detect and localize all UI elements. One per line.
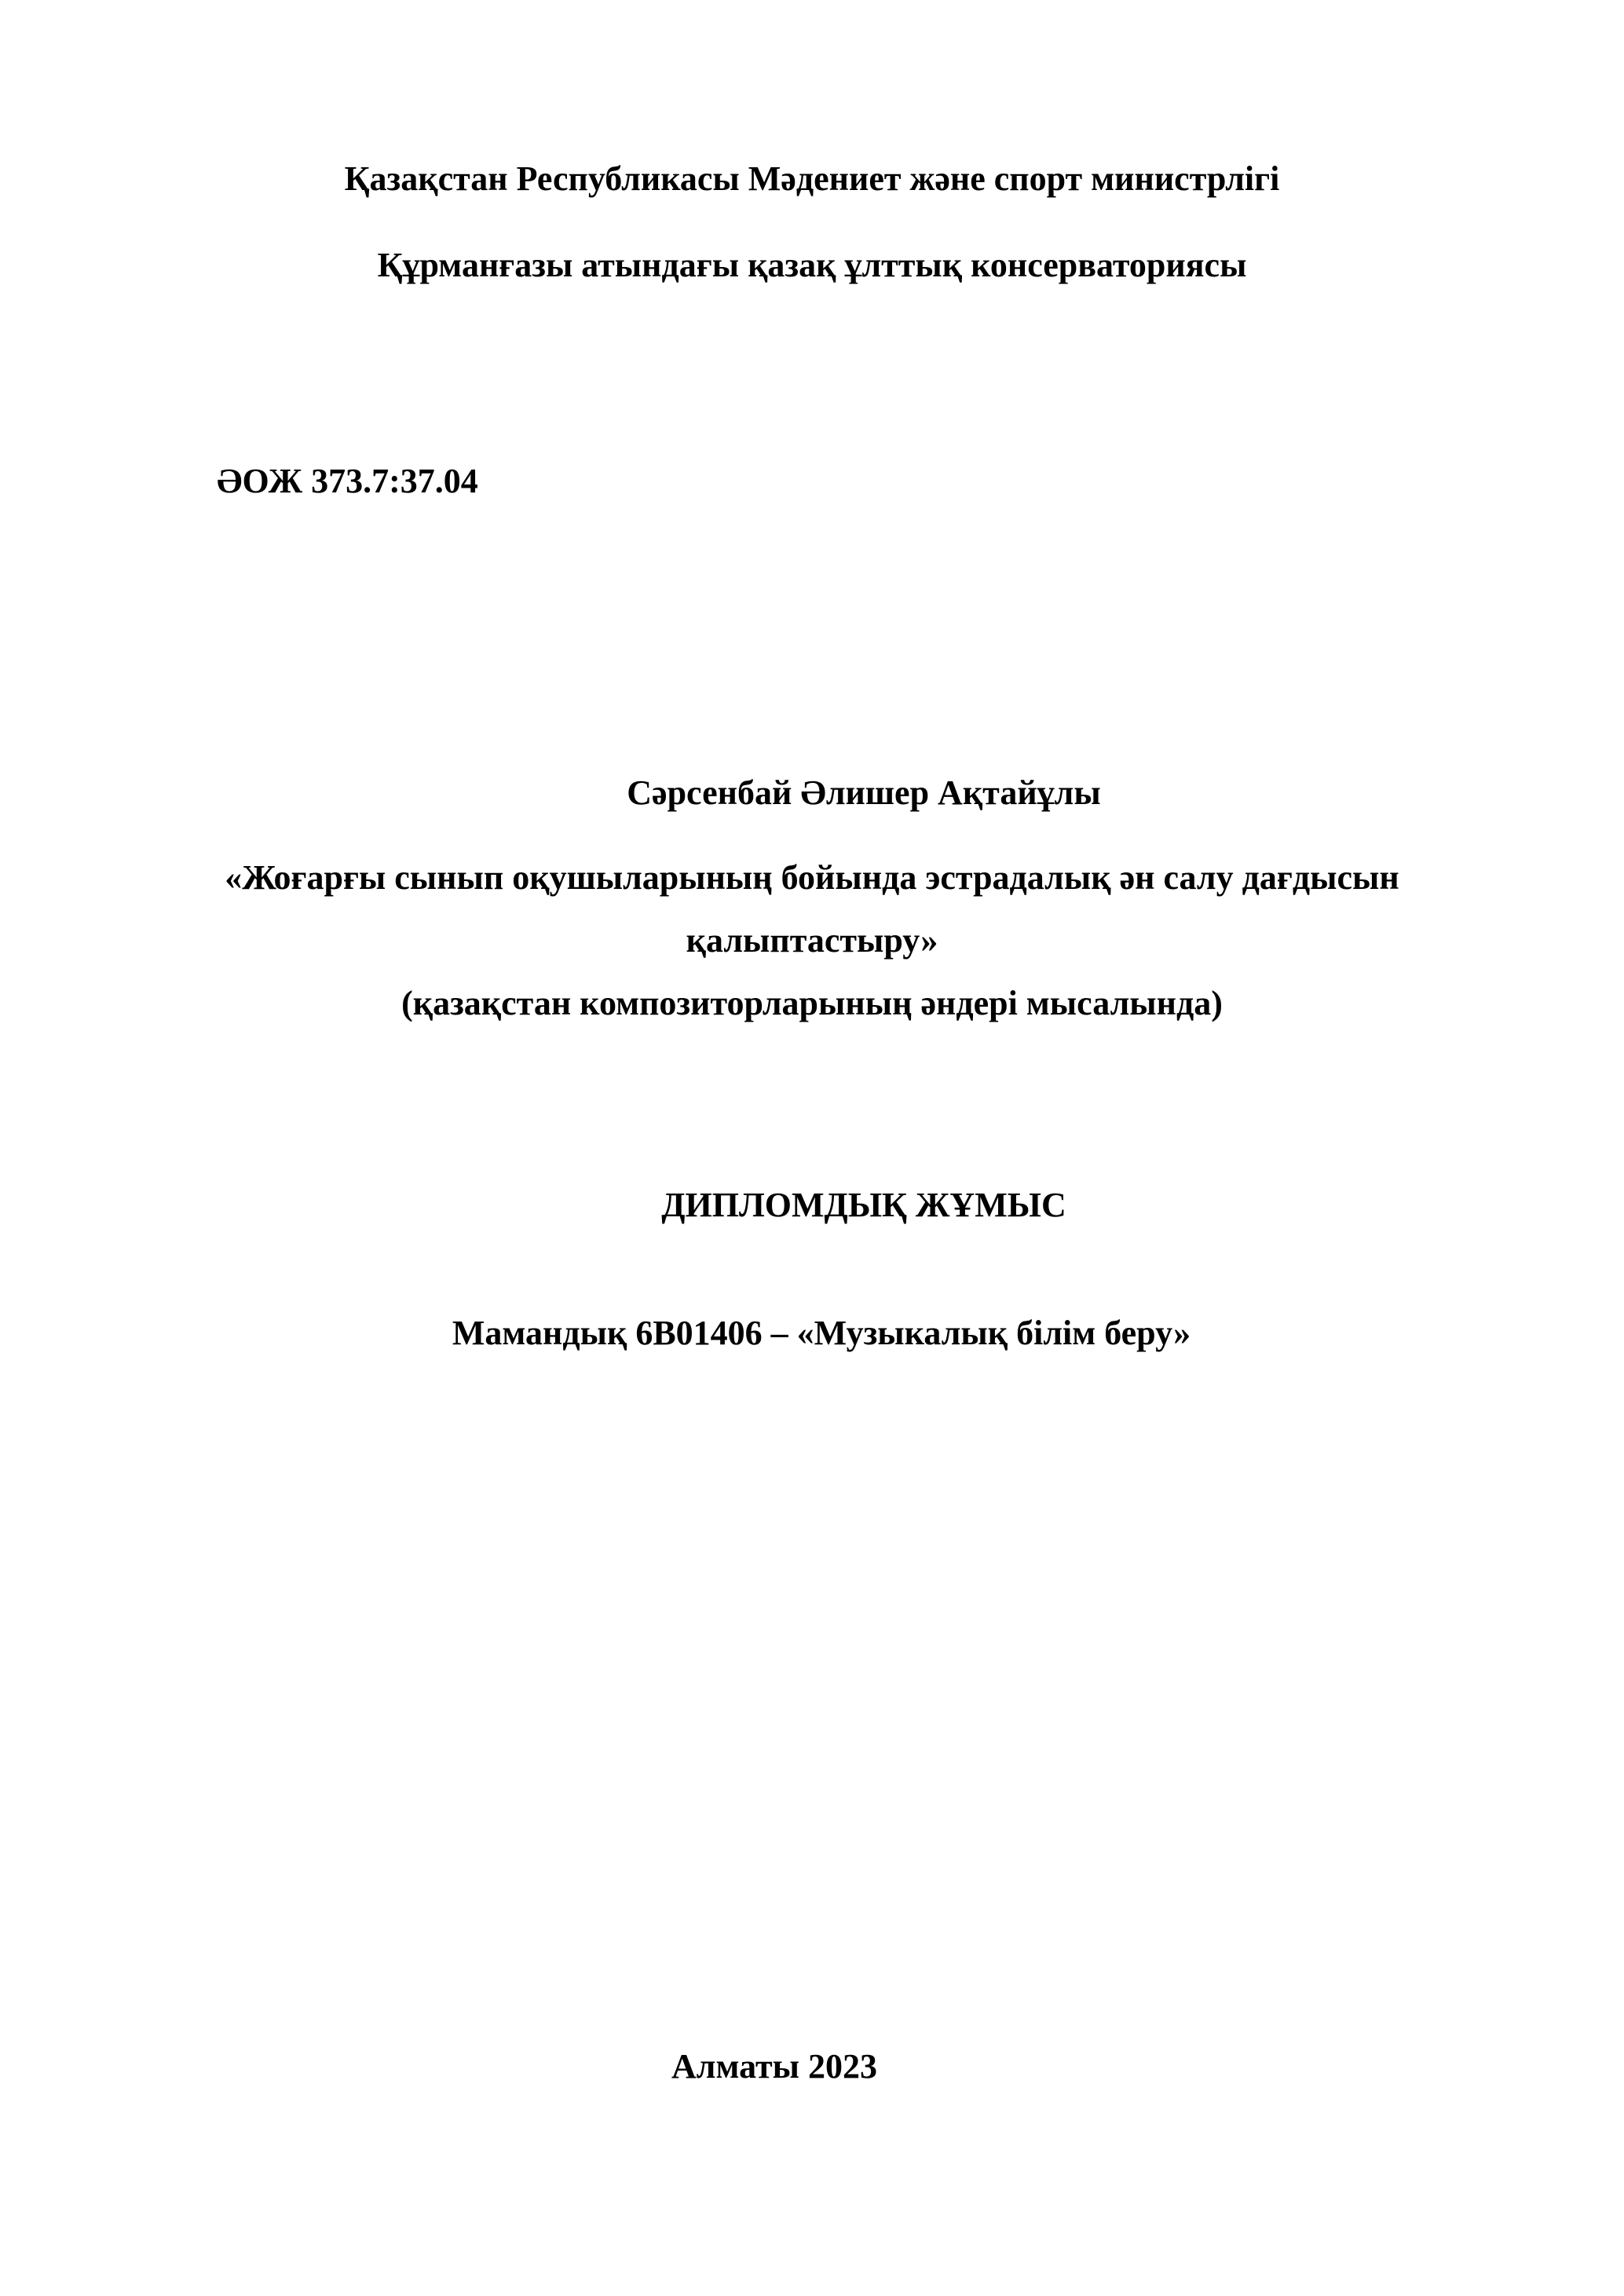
udc-code: ӘОЖ 373.7:37.04 [217,462,478,500]
city-year: Алматы 2023 [671,2047,877,2086]
specialty-line: Мамандық 6B01406 – «Музыкалық білім беру» [452,1314,1191,1352]
institution-heading: Құрманғазы атындағы қазақ ұлттық консерваториясы [377,246,1247,284]
thesis-title-line-2: қалыптастыру» [686,921,938,960]
thesis-subtitle: (қазақстан композиторларының әндері мысалында) [401,984,1223,1022]
ministry-heading: Қазақстан Республикасы Мәдениет және спорт министрлігі [344,159,1280,198]
author-name: Сәрсенбай Әлишер Ақтайұлы [627,773,1101,812]
thesis-title-line-1: «Жоғарғы сынып оқушыларының бойында эстрадалық ән салу дағдысын [225,858,1399,897]
work-type-heading: ДИПЛОМДЫҚ ЖҰМЫС [661,1186,1066,1224]
